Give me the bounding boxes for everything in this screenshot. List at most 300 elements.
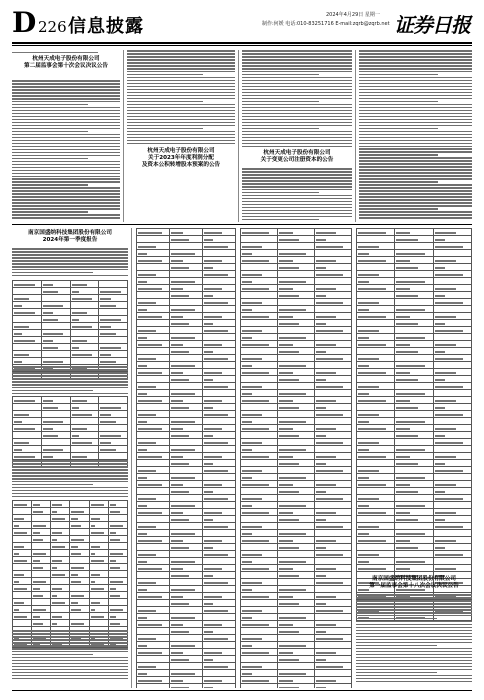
table-cell bbox=[170, 264, 203, 271]
text-line bbox=[12, 272, 93, 274]
table-cell bbox=[99, 323, 128, 330]
table-cell bbox=[357, 565, 395, 572]
column-3 bbox=[242, 50, 352, 222]
table-cell bbox=[137, 229, 170, 236]
table-cell bbox=[41, 309, 70, 316]
table-row bbox=[13, 309, 128, 316]
table-cell bbox=[395, 355, 433, 362]
income-statement-table bbox=[240, 228, 352, 688]
text-line bbox=[242, 128, 319, 130]
table-row bbox=[137, 285, 236, 292]
table-cell bbox=[137, 313, 170, 320]
table-cell bbox=[203, 397, 236, 404]
table-cell bbox=[89, 592, 108, 599]
data-table bbox=[12, 396, 128, 467]
text-line bbox=[12, 378, 128, 380]
text-line bbox=[12, 487, 128, 489]
newspaper-logo bbox=[394, 9, 472, 35]
table-cell bbox=[137, 537, 170, 544]
table-cell bbox=[137, 523, 170, 530]
table-row bbox=[13, 281, 128, 288]
table-cell bbox=[241, 411, 278, 418]
table-row bbox=[241, 306, 352, 313]
table-cell bbox=[315, 229, 352, 236]
table-row bbox=[13, 344, 128, 351]
table-cell bbox=[395, 509, 433, 516]
table-row bbox=[137, 453, 236, 460]
text-line bbox=[127, 101, 203, 103]
table-cell bbox=[32, 543, 51, 550]
text-line bbox=[12, 131, 88, 133]
text-line bbox=[12, 669, 128, 671]
text-line bbox=[127, 77, 235, 79]
table-cell bbox=[203, 614, 236, 621]
table-cell bbox=[315, 397, 352, 404]
table-cell bbox=[170, 390, 203, 397]
table-cell bbox=[13, 432, 42, 439]
table-cell bbox=[433, 397, 471, 404]
table-cell bbox=[315, 467, 352, 474]
text-line bbox=[12, 187, 120, 189]
table-cell bbox=[51, 536, 70, 543]
table-cell bbox=[315, 299, 352, 306]
table-cell bbox=[89, 585, 108, 592]
table-row bbox=[241, 453, 352, 460]
table-cell bbox=[315, 530, 352, 537]
table-cell bbox=[433, 509, 471, 516]
table-cell bbox=[315, 509, 352, 516]
table-cell bbox=[13, 536, 32, 543]
table-row bbox=[137, 600, 236, 607]
text-line bbox=[242, 189, 352, 191]
table-cell bbox=[51, 508, 70, 515]
table-cell bbox=[203, 649, 236, 656]
table-cell bbox=[278, 418, 315, 425]
table-cell bbox=[357, 474, 395, 481]
table-cell bbox=[108, 522, 127, 529]
table-cell bbox=[241, 502, 278, 509]
table-cell bbox=[241, 348, 278, 355]
table-cell bbox=[241, 572, 278, 579]
cash-flow-table bbox=[356, 228, 472, 621]
table-cell bbox=[433, 229, 471, 236]
table-cell bbox=[278, 369, 315, 376]
table-cell bbox=[170, 341, 203, 348]
text-line bbox=[12, 478, 128, 480]
table-cell bbox=[137, 656, 170, 663]
table-cell bbox=[170, 362, 203, 369]
table-row bbox=[357, 376, 472, 383]
table-row bbox=[137, 432, 236, 439]
table-cell bbox=[433, 390, 471, 397]
text-line bbox=[127, 104, 235, 106]
table-cell bbox=[170, 621, 203, 628]
table-cell bbox=[203, 558, 236, 565]
table-cell bbox=[13, 337, 42, 344]
table-cell bbox=[278, 495, 315, 502]
table-cell bbox=[315, 551, 352, 558]
text-line bbox=[242, 219, 319, 221]
table-cell bbox=[170, 334, 203, 341]
text-line bbox=[242, 74, 319, 76]
section-letter: D bbox=[12, 6, 37, 39]
text-line bbox=[242, 53, 352, 55]
table-cell bbox=[278, 488, 315, 495]
table-cell bbox=[241, 523, 278, 530]
text-line bbox=[359, 181, 438, 183]
table-cell bbox=[357, 285, 395, 292]
text-line bbox=[12, 116, 120, 118]
table-cell bbox=[41, 411, 70, 418]
table-row bbox=[241, 663, 352, 670]
table-cell bbox=[433, 474, 471, 481]
table-cell bbox=[278, 579, 315, 586]
text-line bbox=[12, 161, 120, 163]
table-row bbox=[357, 306, 472, 313]
table-row bbox=[241, 250, 352, 257]
table-cell bbox=[70, 411, 99, 418]
text-line bbox=[127, 95, 235, 97]
table-cell bbox=[170, 285, 203, 292]
table-cell bbox=[315, 572, 352, 579]
table-row bbox=[13, 404, 128, 411]
text-line bbox=[12, 672, 128, 674]
table-cell bbox=[70, 529, 89, 536]
table-cell bbox=[357, 306, 395, 313]
table-cell bbox=[315, 558, 352, 565]
text-line bbox=[12, 493, 128, 495]
text-line bbox=[127, 83, 235, 85]
table-cell bbox=[170, 649, 203, 656]
table-row bbox=[357, 390, 472, 397]
table-cell bbox=[32, 620, 51, 627]
table-cell bbox=[395, 348, 433, 355]
table-row bbox=[241, 404, 352, 411]
table-cell bbox=[357, 509, 395, 516]
table-cell bbox=[395, 453, 433, 460]
table-cell bbox=[203, 530, 236, 537]
table-row bbox=[13, 302, 128, 309]
table-cell bbox=[395, 341, 433, 348]
table-cell bbox=[108, 508, 127, 515]
text-line bbox=[356, 651, 472, 653]
table-row bbox=[241, 327, 352, 334]
table-cell bbox=[395, 264, 433, 271]
text-line bbox=[356, 621, 472, 623]
text-line bbox=[12, 86, 120, 88]
table-row bbox=[137, 327, 236, 334]
table-cell bbox=[203, 453, 236, 460]
table-cell bbox=[433, 278, 471, 285]
table-cell bbox=[70, 432, 99, 439]
table-row bbox=[241, 495, 352, 502]
table-row bbox=[241, 383, 352, 390]
data-table bbox=[136, 228, 236, 688]
table-cell bbox=[315, 474, 352, 481]
text-line bbox=[359, 160, 472, 162]
table-row bbox=[13, 295, 128, 302]
table-cell bbox=[241, 264, 278, 271]
table-cell bbox=[137, 677, 170, 684]
table-cell bbox=[89, 515, 108, 522]
text-line bbox=[12, 178, 120, 180]
table-row bbox=[241, 425, 352, 432]
table-row bbox=[357, 327, 472, 334]
table-cell bbox=[278, 600, 315, 607]
text-line bbox=[359, 68, 472, 70]
table-cell bbox=[99, 418, 128, 425]
text-line bbox=[12, 190, 120, 192]
table-cell bbox=[170, 467, 203, 474]
table-cell bbox=[13, 453, 42, 460]
table-cell bbox=[13, 281, 42, 288]
table-cell bbox=[203, 390, 236, 397]
table-cell bbox=[395, 229, 433, 236]
notice-company: 南京国盛纳科技集团股份有限公司 bbox=[372, 576, 456, 582]
table-cell bbox=[137, 432, 170, 439]
table-cell bbox=[137, 642, 170, 649]
table-row bbox=[13, 453, 128, 460]
table-cell bbox=[315, 306, 352, 313]
table-cell bbox=[99, 330, 128, 337]
table-cell bbox=[203, 495, 236, 502]
table-row bbox=[357, 488, 472, 495]
table-cell bbox=[137, 320, 170, 327]
table-row bbox=[137, 523, 236, 530]
text-line bbox=[356, 612, 472, 614]
table-cell bbox=[170, 509, 203, 516]
table-cell bbox=[241, 285, 278, 292]
table-cell bbox=[32, 613, 51, 620]
table-cell bbox=[203, 537, 236, 544]
text-line bbox=[12, 107, 120, 109]
table-row bbox=[137, 341, 236, 348]
text-line bbox=[359, 199, 472, 201]
table-cell bbox=[241, 306, 278, 313]
column-1 bbox=[12, 50, 120, 222]
table-cell bbox=[433, 306, 471, 313]
table-row bbox=[357, 418, 472, 425]
table-cell bbox=[395, 383, 433, 390]
table-row bbox=[13, 351, 128, 358]
table-cell bbox=[170, 586, 203, 593]
table-cell bbox=[433, 488, 471, 495]
table-row bbox=[137, 586, 236, 593]
text-line bbox=[12, 125, 120, 127]
table-cell bbox=[357, 432, 395, 439]
table-cell bbox=[170, 516, 203, 523]
table-cell bbox=[241, 544, 278, 551]
table-cell bbox=[241, 481, 278, 488]
text-line bbox=[242, 177, 352, 179]
table-row bbox=[137, 425, 236, 432]
text-line bbox=[12, 251, 128, 253]
table-row bbox=[357, 236, 472, 243]
text-line bbox=[12, 645, 128, 647]
table-cell bbox=[70, 578, 89, 585]
table-cell bbox=[137, 362, 170, 369]
table-cell bbox=[170, 418, 203, 425]
table-cell bbox=[433, 271, 471, 278]
table-row bbox=[137, 635, 236, 642]
table-cell bbox=[137, 355, 170, 362]
table-cell bbox=[241, 439, 278, 446]
table-cell bbox=[433, 285, 471, 292]
text-line bbox=[12, 173, 120, 175]
table-cell bbox=[13, 358, 42, 365]
table-cell bbox=[395, 502, 433, 509]
table-row bbox=[241, 537, 352, 544]
table-row bbox=[137, 250, 236, 257]
table-cell bbox=[357, 467, 395, 474]
table-cell bbox=[315, 313, 352, 320]
table-row bbox=[13, 330, 128, 337]
table-row bbox=[241, 530, 352, 537]
table-cell bbox=[170, 656, 203, 663]
table-row bbox=[13, 446, 128, 453]
table-row bbox=[241, 628, 352, 635]
table-row bbox=[357, 341, 472, 348]
table-row bbox=[137, 390, 236, 397]
table-cell bbox=[395, 334, 433, 341]
table-row bbox=[13, 543, 128, 550]
table-row bbox=[357, 551, 472, 558]
table-cell bbox=[99, 316, 128, 323]
table-row bbox=[241, 467, 352, 474]
table-cell bbox=[395, 404, 433, 411]
text-line bbox=[359, 59, 472, 61]
table-row bbox=[137, 236, 236, 243]
table-cell bbox=[137, 467, 170, 474]
text-line bbox=[359, 131, 472, 133]
table-cell bbox=[51, 515, 70, 522]
table-cell bbox=[433, 341, 471, 348]
table-cell bbox=[203, 439, 236, 446]
table-cell bbox=[203, 243, 236, 250]
table-cell bbox=[41, 281, 70, 288]
table-cell bbox=[241, 271, 278, 278]
table-cell bbox=[13, 330, 42, 337]
text-line bbox=[127, 107, 235, 109]
table-cell bbox=[241, 621, 278, 628]
table-cell bbox=[203, 425, 236, 432]
text-line bbox=[359, 134, 472, 136]
text-line bbox=[12, 89, 120, 91]
table-cell bbox=[433, 257, 471, 264]
table-cell bbox=[315, 495, 352, 502]
table-row bbox=[13, 337, 128, 344]
table-cell bbox=[170, 292, 203, 299]
table-cell bbox=[89, 578, 108, 585]
text-line bbox=[359, 104, 472, 106]
table-cell bbox=[278, 502, 315, 509]
table-cell bbox=[315, 502, 352, 509]
table-cell bbox=[278, 285, 315, 292]
table-cell bbox=[137, 404, 170, 411]
table-cell bbox=[203, 635, 236, 642]
table-cell bbox=[170, 250, 203, 257]
table-cell bbox=[170, 635, 203, 642]
text-line bbox=[242, 71, 352, 73]
table-cell bbox=[203, 250, 236, 257]
table-cell bbox=[395, 278, 433, 285]
table-cell bbox=[203, 404, 236, 411]
table-cell bbox=[395, 474, 433, 481]
editor-contact: 制作:何媛 电话:010-83251716 E-mail:zqrb@zqrb.net bbox=[262, 21, 390, 27]
table-row bbox=[357, 369, 472, 376]
table-cell bbox=[433, 236, 471, 243]
notice-body bbox=[356, 594, 472, 684]
table-cell bbox=[278, 460, 315, 467]
text-line bbox=[356, 603, 472, 605]
table-cell bbox=[70, 288, 99, 295]
table-row bbox=[137, 677, 236, 684]
table-cell bbox=[278, 250, 315, 257]
table-cell bbox=[170, 663, 203, 670]
table-cell bbox=[315, 593, 352, 600]
table-cell bbox=[278, 264, 315, 271]
text-line bbox=[12, 469, 128, 471]
table-cell bbox=[70, 557, 89, 564]
table-row bbox=[13, 515, 128, 522]
table-cell bbox=[137, 502, 170, 509]
table-cell bbox=[203, 467, 236, 474]
table-row bbox=[137, 362, 236, 369]
table-cell bbox=[51, 557, 70, 564]
text-line bbox=[127, 122, 235, 124]
table-row bbox=[241, 292, 352, 299]
text-line bbox=[359, 148, 472, 150]
table-cell bbox=[32, 585, 51, 592]
table-row bbox=[241, 334, 352, 341]
table-cell bbox=[278, 446, 315, 453]
table-row bbox=[137, 467, 236, 474]
table-cell bbox=[137, 509, 170, 516]
text-line bbox=[242, 195, 352, 197]
text-line bbox=[127, 74, 203, 76]
table-row bbox=[137, 299, 236, 306]
table-cell bbox=[203, 677, 236, 684]
table-cell bbox=[41, 330, 70, 337]
table-cell bbox=[13, 309, 42, 316]
text-line bbox=[12, 490, 128, 492]
table-cell bbox=[395, 236, 433, 243]
text-line bbox=[242, 186, 352, 188]
table-row bbox=[137, 411, 236, 418]
text-line bbox=[359, 56, 472, 58]
table-row bbox=[241, 516, 352, 523]
table-cell bbox=[137, 621, 170, 628]
notice-heading: 第二届监事会第十次会议决议公告 bbox=[24, 63, 108, 70]
table-cell bbox=[278, 243, 315, 250]
table-cell bbox=[241, 425, 278, 432]
table-cell bbox=[51, 620, 70, 627]
table-row bbox=[357, 243, 472, 250]
text-line bbox=[12, 460, 128, 462]
table-cell bbox=[395, 376, 433, 383]
table-cell bbox=[278, 453, 315, 460]
table-cell bbox=[170, 572, 203, 579]
table-cell bbox=[278, 530, 315, 537]
table-cell bbox=[241, 474, 278, 481]
table-cell bbox=[278, 257, 315, 264]
table-cell bbox=[315, 523, 352, 530]
report-text bbox=[12, 630, 128, 681]
table-row bbox=[137, 502, 236, 509]
table-cell bbox=[278, 432, 315, 439]
table-cell bbox=[99, 351, 128, 358]
table-cell bbox=[108, 571, 127, 578]
